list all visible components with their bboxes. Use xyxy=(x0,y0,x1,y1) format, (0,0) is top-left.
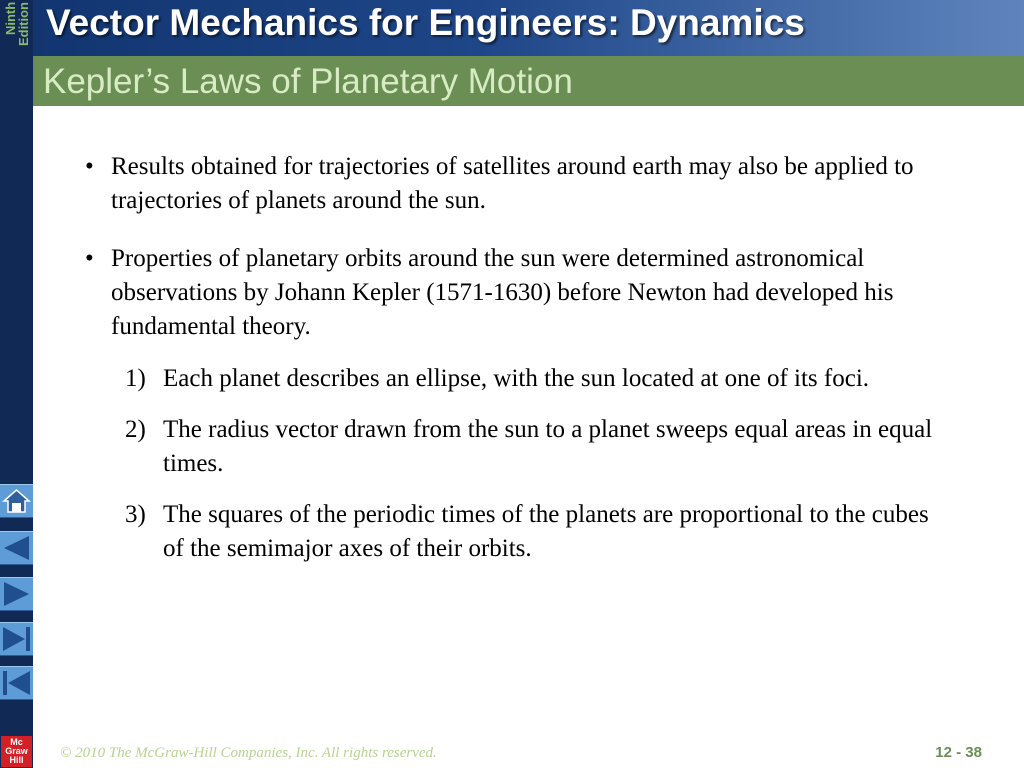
slide-content xyxy=(85,150,945,583)
law-item xyxy=(85,362,945,396)
law-number: 1) xyxy=(125,365,146,392)
slide-title: Kepler’s Laws of Planetary Motion xyxy=(43,62,573,101)
publisher-logo xyxy=(1,736,32,767)
law-item xyxy=(85,413,945,481)
edition-label xyxy=(1,2,32,60)
last-slide-button[interactable] xyxy=(0,622,33,656)
first-slide-icon xyxy=(0,667,33,699)
edition-text: Ninth Edition xyxy=(2,2,31,47)
law-text: The squares of the periodic times of the planets are proportional to the cubes of the semimajor axes of their orbits. xyxy=(163,501,929,562)
first-slide-button[interactable] xyxy=(0,666,33,700)
page-number: 12 - 38 xyxy=(935,744,982,761)
previous-icon xyxy=(0,532,33,564)
logo-text: Mc Graw Hill xyxy=(5,737,28,765)
law-text: The radius vector drawn from the sun to a planet sweeps equal areas in equal times. xyxy=(163,416,933,477)
copyright-notice: © 2010 The McGraw-Hill Companies, Inc. All rights reserved. xyxy=(60,745,437,761)
bullet-text: Properties of planetary orbits around the sun were determined astronomical observations by Johann Kepler (1571-1630) before Newton had developed his fundamental theory. xyxy=(111,245,894,340)
book-title: Vector Mechanics for Engineers: Dynamics xyxy=(46,2,805,43)
bullet-item xyxy=(85,242,945,344)
bullet-item xyxy=(85,150,945,218)
header-bar xyxy=(33,0,1024,56)
law-item xyxy=(85,498,945,566)
bullet-text: Results obtained for trajectories of satellites around earth may also be applied to trajectories of planets around the sun. xyxy=(111,153,914,214)
previous-slide-button[interactable] xyxy=(0,531,33,565)
next-slide-button[interactable] xyxy=(0,577,33,611)
subtitle-bar xyxy=(33,56,1024,106)
bullet-icon: • xyxy=(85,153,94,180)
last-slide-icon xyxy=(0,623,33,655)
home-icon xyxy=(0,485,33,517)
home-button[interactable] xyxy=(0,484,33,518)
law-text: Each planet describes an ellipse, with the sun located at one of its foci. xyxy=(163,365,870,392)
next-icon xyxy=(0,578,33,610)
bullet-icon: • xyxy=(85,245,94,272)
law-number: 3) xyxy=(125,501,146,528)
law-number: 2) xyxy=(125,416,146,443)
